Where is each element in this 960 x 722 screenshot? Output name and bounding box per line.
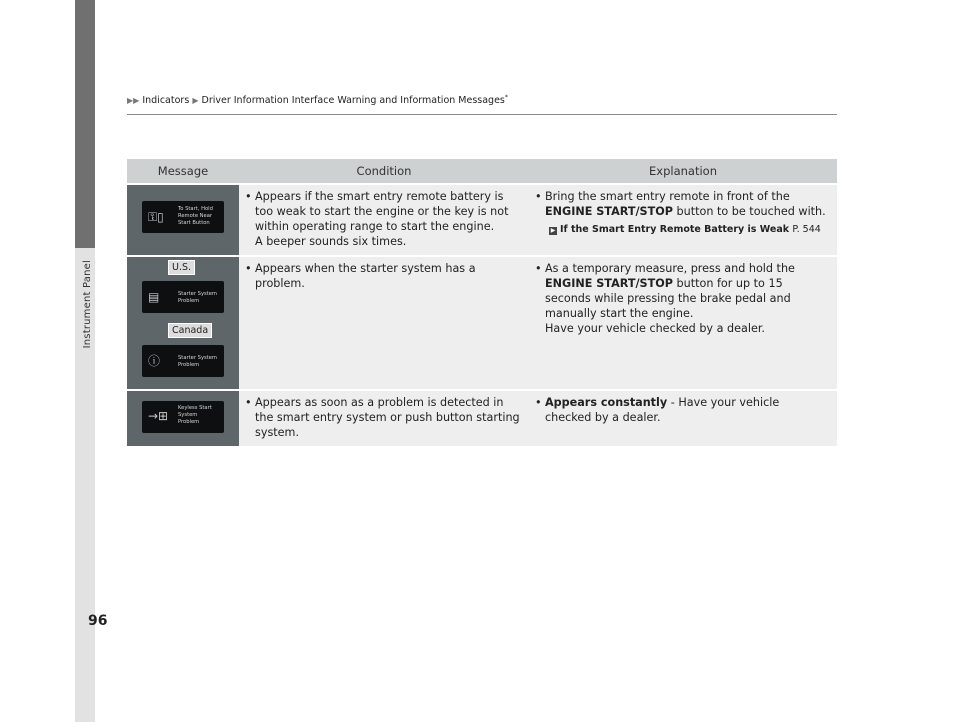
footnote-mark: * <box>504 94 508 101</box>
key-battery-icon: ⚿▯ <box>148 210 164 224</box>
message-image-cell <box>127 185 239 255</box>
region-tag-us: U.S. <box>168 260 195 275</box>
table-row <box>127 257 837 389</box>
display-screen <box>142 345 224 377</box>
region-tag-canada: Canada <box>168 323 212 338</box>
screen-text: Keyless Start System Problem <box>178 405 212 425</box>
starter-warning-icon: ⓘ <box>148 354 161 368</box>
table-header-row <box>127 159 837 183</box>
condition-cell <box>239 185 529 255</box>
keyless-start-icon: →⊞ <box>148 409 169 423</box>
screen-text: Starter System Problem <box>178 355 217 368</box>
messages-table <box>127 157 837 448</box>
screen-text: To Start, Hold Remote Near Start Button <box>178 206 213 226</box>
condition-text: • Appears when the starter system has a problem. <box>245 261 521 291</box>
table-row <box>127 185 837 255</box>
table-row <box>127 391 837 446</box>
condition-text: • Appears if the smart entry remote battery is too weak to start the engine or the key is not within operating range to start the engine. A beeper sounds six times. <box>245 189 521 249</box>
explanation-text: • As a temporary measure, press and hold the ENGINE START/STOP button for up to 15 seconds while pressing the brake pedal and manually start the engine. Have your vehicle checked by a dealer. <box>535 261 829 336</box>
header-condition: Condition <box>239 159 529 183</box>
header-message: Message <box>127 159 239 183</box>
header-rule <box>127 114 837 115</box>
header-explanation: Explanation <box>529 159 837 183</box>
starter-system-icon: ▤ <box>148 290 160 304</box>
condition-cell <box>239 391 529 446</box>
breadcrumb-arrow-icon: ▶▶ <box>127 96 140 106</box>
section-label: Instrument Panel <box>82 260 93 349</box>
breadcrumb-item-indicators[interactable]: Indicators <box>142 95 190 107</box>
cross-reference-link[interactable]: ▶ If the Smart Entry Remote Battery is Weak P. 544 <box>550 224 821 235</box>
explanation-cell <box>529 257 837 389</box>
screen-text: Starter System Problem <box>178 291 217 304</box>
message-image-cell <box>127 391 239 446</box>
explanation-cell <box>529 185 837 255</box>
condition-text: • Appears as soon as a problem is detected in the smart entry system or push button starting system. <box>245 395 521 440</box>
explanation-cell <box>529 391 837 446</box>
display-screen <box>142 201 224 233</box>
reference-arrow-icon: ▶ <box>550 227 556 234</box>
breadcrumb-arrow-icon: ▶ <box>192 96 199 106</box>
message-image-cell <box>127 257 239 389</box>
display-screen <box>142 401 224 433</box>
condition-cell <box>239 257 529 389</box>
breadcrumb-item-messages[interactable]: Driver Information Interface Warning and Information Messages <box>201 95 505 107</box>
display-screen <box>142 281 224 313</box>
breadcrumb <box>127 94 508 106</box>
explanation-text: • Bring the smart entry remote in front of the ENGINE START/STOP button to be touched with. <box>535 189 829 219</box>
page-number: 96 <box>88 613 108 629</box>
explanation-text: • Appears constantly - Have your vehicle checked by a dealer. <box>535 395 829 425</box>
side-tab-marker <box>75 0 95 248</box>
